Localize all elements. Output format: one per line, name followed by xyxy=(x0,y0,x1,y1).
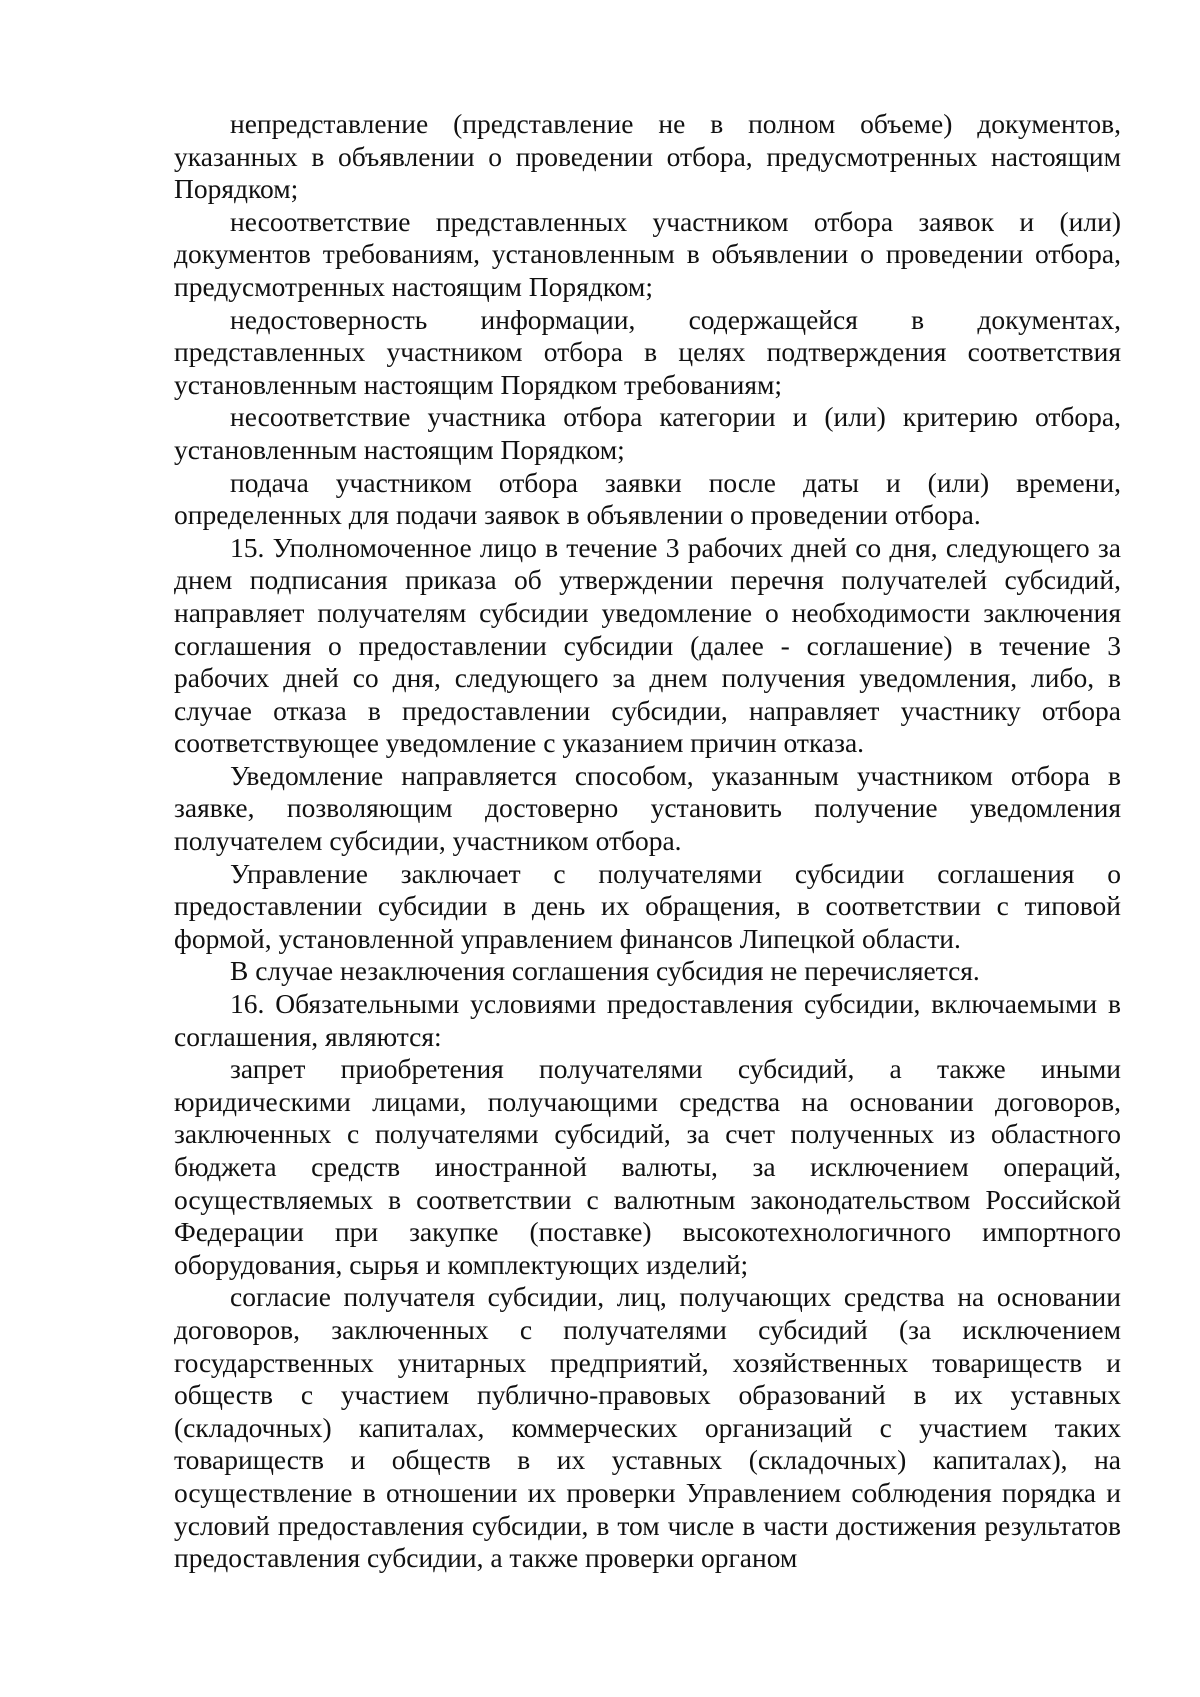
paragraph-false-info: недостоверность информации, содержащейся в документах, представленных участником отбора в целях подтверждения соответствия установленным настоящим Порядком требованиям; xyxy=(174,303,1121,400)
paragraph-late-submission: подача участником отбора заявки после даты и (или) времени, определенных для подачи заявок в объявлении о проведении отбора. xyxy=(174,466,1121,531)
paragraph-notification-method: Уведомление направляется способом, указанным участником отбора в заявке, позволяющим достоверно установить получение уведомления получателем субсидии, участником отбора. xyxy=(174,759,1121,857)
paragraph-agreement-conclusion: Управление заключает с получателями субсидии соглашения о предоставлении субсидии в день их обращения, в соответствии с типовой формой, установленной управлением финансов Липецкой области. xyxy=(174,857,1121,954)
paragraph-docs-mismatch: несоответствие представленных участником отбора заявок и (или) документов требованиям, установленным в объявлении о проведении отбора, предусмотренных настоящим Порядком; xyxy=(174,205,1121,302)
paragraph-no-agreement: В случае незаключения соглашения субсидия не перечисляется. xyxy=(230,955,980,987)
paragraph-docs-missing: непредставление (представление не в полном объеме) документов, указанных в объявлении о проведении отбора, предусмотренных настоящим Порядком; xyxy=(174,108,1121,205)
paragraph-clause-16: 16. Обязательными условиями предоставления субсидии, включаемыми в соглашения, являются: xyxy=(174,988,1121,1052)
paragraph-category-mismatch: несоответствие участника отбора категории и (или) критерию отбора, установленным настоящим Порядком; xyxy=(174,401,1121,465)
document-page xyxy=(174,108,1121,1575)
paragraph-clause-15: 15. Уполномоченное лицо в течение 3 рабочих дней со дня, следующего за днем подписания приказа об утверждении перечня получателей субсидий, направляет получателям субсидии уведомление о необходимости заключения соглашения о предоставлении субсидии (далее - соглашение) в течение 3 рабочих дней со дня, следующего за днем получения уведомления, либо, в случае отказа в предоставлении субсидии, направляет участнику отбора соответствующее уведомление с указанием причин отказа. xyxy=(174,531,1121,759)
paragraph-currency-ban: запрет приобретения получателями субсидий, а также иными юридическими лицами, получающими средства на основании договоров, заключенных с получателями субсидий, за счет полученных из областного бюджета средств иностранной валюты, за исключением операций, осуществляемых в соответствии с валютным законодательством Российской Федерации при закупке (поставке) высокотехнологичного импортного оборудования, сырья и комплектующих изделий; xyxy=(174,1053,1121,1280)
paragraph-inspection-consent: согласие получателя субсидии, лиц, получающих средства на основании договоров, заключенных с получателями субсидий (за исключением государственных унитарных предприятий, хозяйственных товариществ и обществ с участием публично-правовых образований в их уставных (складочных) капиталах, коммерческих организаций с участием таких товариществ и обществ в их уставных (складочных) капиталах), на осуществление в отношении их проверки Управлением соблюдения порядка и условий предоставления субсидии, в том числе в части достижения результатов предоставления субсидии, а также проверки органом xyxy=(174,1281,1121,1574)
